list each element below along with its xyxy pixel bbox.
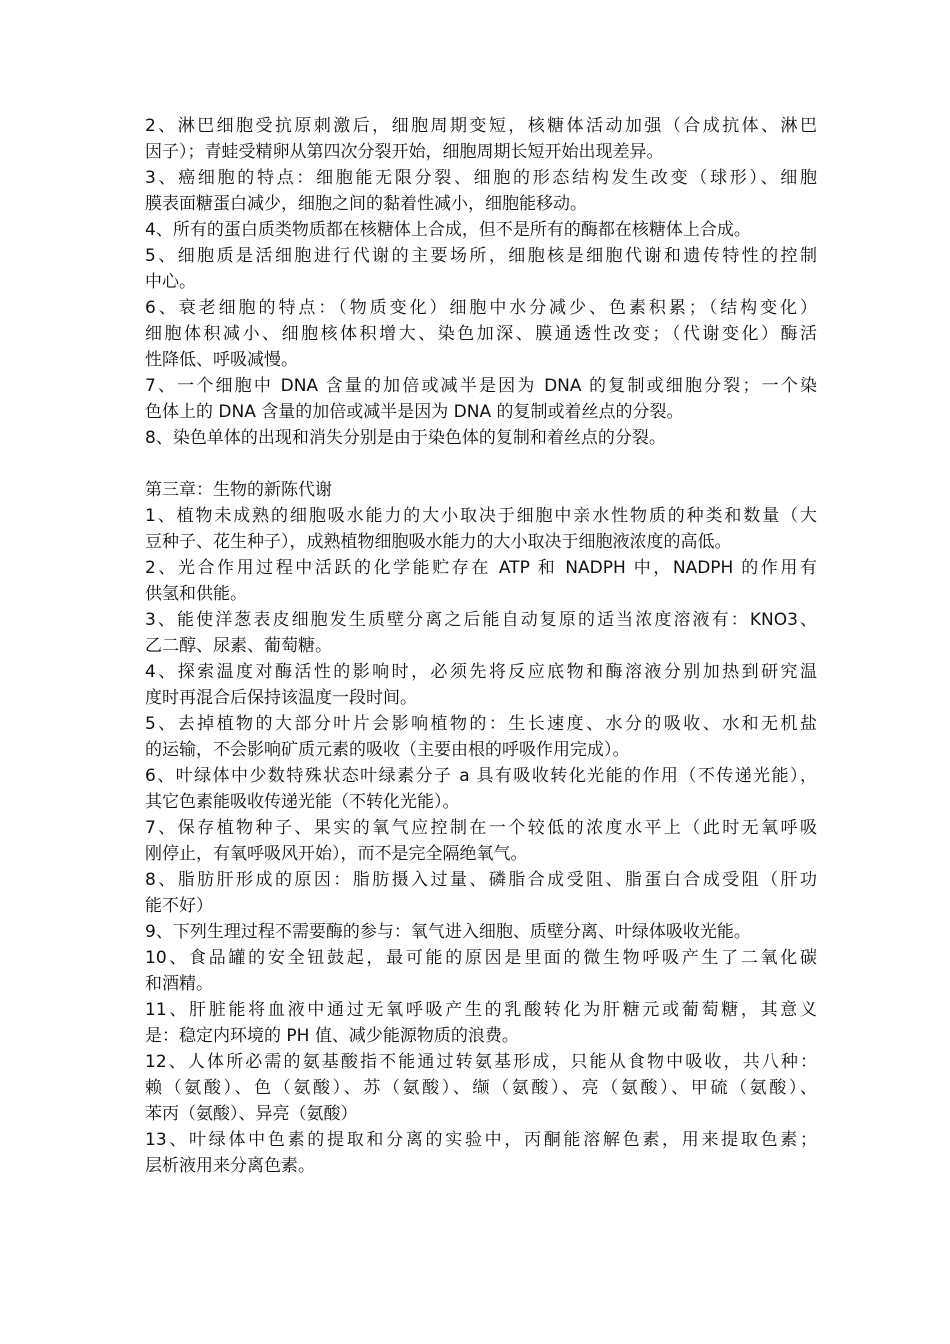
list-item [145, 711, 817, 763]
list-item [145, 1049, 817, 1127]
text-line: 豆种子、花生种子），成熟植物细胞吸水能力的大小取决于细胞液浓度的高低。 [145, 532, 732, 552]
list-item [145, 113, 817, 165]
list-item [145, 607, 817, 659]
section-heading: 第三章：生物的新陈代谢 [145, 480, 332, 500]
text-line: 5、去掉植物的大部分叶片会影响植物的：生长速度、水分的吸收、水和无机盐 [145, 714, 817, 734]
text-line: 3、癌细胞的特点：细胞能无限分裂、细胞的形态结构发生改变（球形）、细胞 [145, 168, 817, 188]
list-item [145, 763, 817, 815]
text-line: 能不好） [145, 896, 213, 916]
text-line: 9、下列生理过程不需要酶的参与：氧气进入细胞、质壁分离、叶绿体吸收光能。 [145, 922, 751, 942]
list-item [145, 919, 817, 945]
list-item [145, 425, 817, 451]
text-line: 6、叶绿体中少数特殊状态叶绿素分子 a 具有吸收转化光能的作用（不传递光能）， [145, 766, 817, 786]
text-line: 乙二醇、尿素、葡萄糖。 [145, 636, 332, 656]
text-line: 2、光合作用过程中活跃的化学能贮存在 ATP 和 NADPH 中，NADPH 的作用有 [145, 558, 817, 578]
text-line: 11、肝脏能将血液中通过无氧呼吸产生的乳酸转化为肝糖元或葡萄糖，其意义 [145, 1000, 817, 1020]
list-item [145, 945, 817, 997]
text-line: 5、细胞质是活细胞进行代谢的主要场所，细胞核是细胞代谢和遗传特性的控制 [145, 246, 817, 266]
text-line: 和酒精。 [145, 974, 213, 994]
text-line: 8、脂肪肝形成的原因：脂肪摄入过量、磷脂合成受阻、脂蛋白合成受阻（肝功 [145, 870, 817, 890]
list-item [145, 659, 817, 711]
text-line: 6、衰老细胞的特点：（物质变化）细胞中水分减少、色素积累；（结构变化） [145, 298, 817, 318]
text-line: 赖（氨酸）、色（氨酸）、苏（氨酸）、缬（氨酸）、亮（氨酸）、甲硫（氨酸）、 [145, 1078, 817, 1098]
text-line: 13、叶绿体中色素的提取和分离的实验中，丙酮能溶解色素，用来提取色素； [145, 1130, 817, 1150]
text-line: 供氢和供能。 [145, 584, 247, 604]
text-line: 因子）；青蛙受精卵从第四次分裂开始，细胞周期长短开始出现差异。 [145, 142, 664, 162]
text-line: 4、所有的蛋白质类物质都在核糖体上合成，但不是所有的酶都在核糖体上合成。 [145, 220, 751, 240]
section-cell-notes [145, 113, 817, 451]
text-line: 苯丙（氨酸）、异亮（氨酸） [145, 1104, 358, 1124]
text-line: 性降低、呼吸减慢。 [145, 350, 298, 370]
list-item [145, 373, 817, 425]
list-item [145, 295, 817, 373]
text-line: 10、食品罐的安全钮鼓起，最可能的原因是里面的微生物呼吸产生了二氧化碳 [145, 948, 817, 968]
text-line: 细胞体积减小、细胞核体积增大、染色加深、膜通透性改变；（代谢变化）酶活 [145, 324, 817, 344]
text-line: 3、能使洋葱表皮细胞发生质壁分离之后能自动复原的适当浓度溶液有：KNO3、 [145, 610, 817, 630]
document-page [145, 113, 817, 1179]
text-line: 4、探索温度对酶活性的影响时，必须先将反应底物和酶溶液分别加热到研究温 [145, 662, 817, 682]
text-line: 中心。 [145, 272, 196, 292]
text-line: 的运输，不会影响矿质元素的吸收（主要由根的呼吸作用完成）。 [145, 740, 630, 760]
text-line: 色体上的 DNA 含量的加倍或减半是因为 DNA 的复制或着丝点的分裂。 [145, 402, 684, 422]
list-item [145, 217, 817, 243]
list-item [145, 555, 817, 607]
list-item [145, 243, 817, 295]
text-line: 12、人体所必需的氨基酸指不能通过转氨基形成，只能从食物中吸收，共八种： [145, 1052, 817, 1072]
text-line: 是：稳定内环境的 PH 值、减少能源物质的浪费。 [145, 1026, 519, 1046]
text-line: 其它色素能吸收传递光能（不转化光能）。 [145, 792, 460, 812]
text-line: 膜表面糖蛋白减少，细胞之间的黏着性减小，细胞能移动。 [145, 194, 587, 214]
list-item [145, 165, 817, 217]
text-line: 7、保存植物种子、果实的氧气应控制在一个较低的浓度水平上（此时无氧呼吸 [145, 818, 817, 838]
text-line: 度时再混合后保持该温度一段时间。 [145, 688, 417, 708]
text-line: 1、植物未成熟的细胞吸水能力的大小取决于细胞中亲水性物质的种类和数量（大 [145, 506, 817, 526]
section-metabolism [145, 477, 817, 1179]
text-line: 8、染色单体的出现和消失分别是由于染色体的复制和着丝点的分裂。 [145, 428, 666, 448]
list-item [145, 503, 817, 555]
text-line: 7、一个细胞中 DNA 含量的加倍或减半是因为 DNA 的复制或细胞分裂；一个染 [145, 376, 817, 396]
section-gap [145, 451, 817, 477]
text-line: 层析液用来分离色素。 [145, 1156, 315, 1176]
list-item [145, 815, 817, 867]
text-line: 2、淋巴细胞受抗原刺激后，细胞周期变短，核糖体活动加强（合成抗体、淋巴 [145, 116, 817, 136]
list-item [145, 1127, 817, 1179]
list-item [145, 867, 817, 919]
list-item [145, 997, 817, 1049]
text-line: 刚停止，有氧呼吸风开始），而不是完全隔绝氧气。 [145, 844, 528, 864]
